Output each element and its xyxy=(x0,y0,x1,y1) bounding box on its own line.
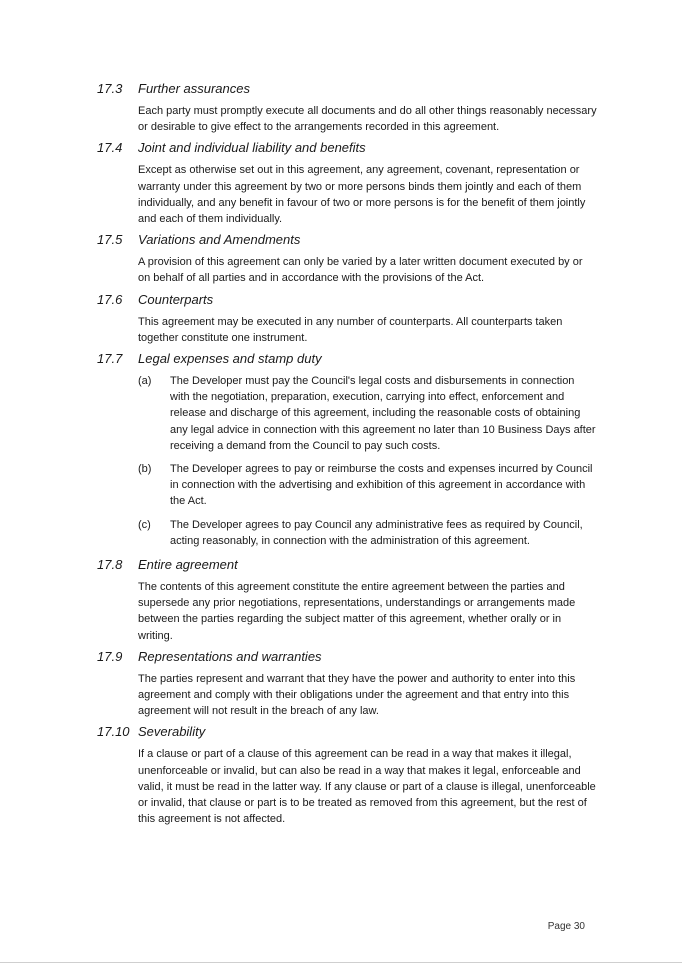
clause-17-5 xyxy=(97,231,597,286)
clause-paragraph: The parties represent and warrant that they have the power and authority to enter into this agreement and comply with their obligations under the agreement and that entry into this agreement will not result in the breach of any law. xyxy=(138,672,576,718)
clause-heading xyxy=(97,80,597,98)
clause-number: 17.9 xyxy=(97,648,123,664)
clause-paragraph: Except as otherwise set out in this agreement, any agreement, covenant, representation or warranty under this agreement by two or more persons binds them jointly and each of them individually, and any benefit in favour of two or more persons is for the benefit of them jointly and each of them individually. xyxy=(138,164,586,226)
clause-title: Legal expenses and stamp duty xyxy=(138,351,322,367)
clause-17-9 xyxy=(97,648,597,720)
clause-heading xyxy=(97,291,597,309)
clause-heading xyxy=(97,723,597,741)
clause-heading xyxy=(97,231,597,249)
clause-paragraph: If a clause or part of a clause of this agreement can be read in a way that makes it illegal, unenforceable or invalid, but can also be read in a way that makes it legal, enforceable and valid, it must be read in the latter way. If any clause or part of a clause is illegal, unenforceable or invalid, that clause or part is to be treated as removed from this agreement, but the rest of this agreement is not affected. xyxy=(138,748,596,826)
subclause-text: The Developer must pay the Council's legal costs and disbursements in connection with the negotiation, preparation, execution, carrying into effect, enforcement and release and discharge of this agreement, including the reasonable costs of obtaining any legal advice in connection with this agreement no later than 10 Business Days after receiving a demand from the Council to pay such costs. xyxy=(170,375,596,452)
clause-heading xyxy=(97,556,597,574)
clause-number: 17.5 xyxy=(97,232,123,248)
clause-17-4 xyxy=(97,139,597,227)
clause-heading xyxy=(97,648,597,666)
clause-number: 17.10 xyxy=(97,724,130,740)
clause-title: Representations and warranties xyxy=(138,648,322,664)
clause-heading xyxy=(97,350,597,368)
clause-number: 17.4 xyxy=(97,140,123,156)
clause-17-7 xyxy=(97,350,597,549)
clause-paragraph: This agreement may be executed in any number of counterparts. All counterparts taken together constitute one instrument. xyxy=(138,315,563,344)
clause-17-10 xyxy=(97,723,597,827)
clause-number: 17.8 xyxy=(97,557,123,573)
clause-title: Severability xyxy=(138,724,206,740)
clause-number: 17.3 xyxy=(97,81,123,96)
subclause-a xyxy=(138,373,597,454)
subclause-b xyxy=(138,461,597,510)
page-bottom-divider xyxy=(0,962,682,963)
clause-title: Counterparts xyxy=(138,291,214,307)
clause-17-3 xyxy=(97,80,597,135)
clause-number: 17.7 xyxy=(97,351,123,367)
subclause-c xyxy=(138,517,597,549)
clauses-container xyxy=(97,80,597,832)
subclause-text: The Developer agrees to pay or reimburse the costs and expenses incurred by Council in connection with the advertising and exhibition of this agreement in accordance with the Act. xyxy=(170,463,593,508)
clause-title: Further assurances xyxy=(138,81,250,96)
clause-number: 17.6 xyxy=(97,291,123,307)
clause-title: Joint and individual liability and benefits xyxy=(138,140,366,156)
clause-title: Entire agreement xyxy=(138,557,238,573)
subclause-label: (b) xyxy=(138,463,152,476)
subclause-label: (c) xyxy=(138,518,151,531)
page-number: Page 30 xyxy=(547,921,585,932)
clause-paragraph: A provision of this agreement can only be varied by a later written document executed by or on behalf of all parties and in accordance with the provisions of the Act. xyxy=(138,256,583,285)
clause-17-8 xyxy=(97,556,597,644)
clause-heading xyxy=(97,139,597,157)
clause-17-6 xyxy=(97,291,597,346)
subclause-label: (a) xyxy=(138,375,152,388)
clause-title: Variations and Amendments xyxy=(138,232,301,248)
clause-paragraph: The contents of this agreement constitute the entire agreement between the parties and supersede any prior negotiations, representations, understandings or arrangements made between the parties regarding the subject matter of this agreement, whether orally or in writing. xyxy=(138,581,576,642)
clause-paragraph: Each party must promptly execute all documents and do all other things reasonably necessary or desirable to give effect to the arrangements recorded in this agreement. xyxy=(138,105,597,134)
subclause-text: The Developer agrees to pay Council any administrative fees as required by Council, acting reasonably, in connection with the administration of this agreement. xyxy=(170,518,583,547)
